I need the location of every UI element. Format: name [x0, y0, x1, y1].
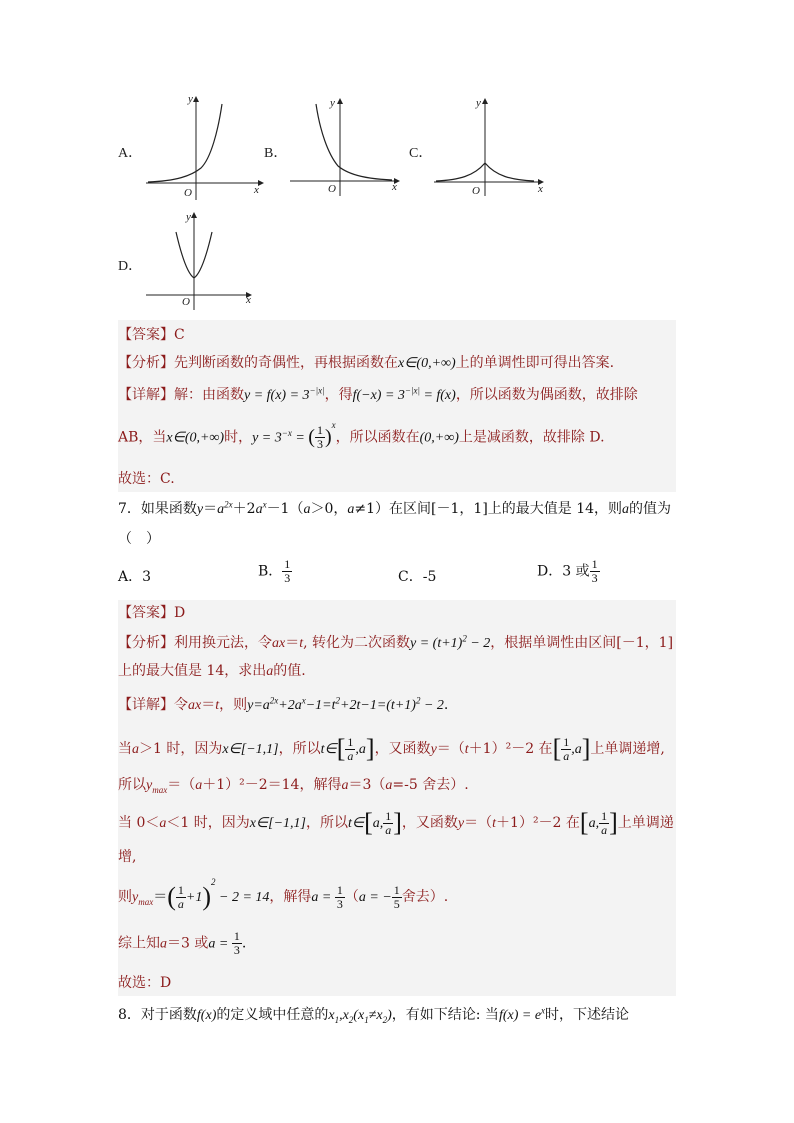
q7-case2-2: 增, — [118, 849, 137, 865]
graph-d — [146, 210, 266, 314]
q6-choose: 故选：C. — [118, 471, 175, 487]
graph-c-o: O — [472, 185, 480, 197]
graph-d-o: O — [182, 296, 190, 308]
graph-a-x: x — [254, 184, 259, 196]
graph-d-y: y — [186, 211, 191, 223]
q7-analysis-1: 【分析】利用换元法，令ax＝t, 转化为二次函数$y = (t+1)^2 - 2$，根据单调性由区间[－1，1] — [118, 633, 674, 651]
graph-a-o: O — [184, 187, 192, 199]
q7-option-d: D．3 或 $\frac{1}{3}$ — [537, 557, 598, 585]
q7-answer-block — [118, 600, 676, 996]
q7-option-a: A．3 — [118, 569, 152, 585]
graph-c-svg — [434, 96, 554, 200]
q7-option-c: C．-5 — [398, 569, 437, 585]
q7-answer: 【答案】D — [118, 605, 186, 621]
graph-d-svg — [146, 210, 266, 310]
q6-detail-2: AB，当x∈(0,+∞)时，$y = 3^{-x}$ = ( $\frac{1}{3}$ )$^x$，所以函数在(0,+∞)上是减函数，故排除 D. — [118, 419, 605, 451]
graph-a-y: y — [188, 93, 193, 105]
q7-summary: 综上知a＝3 或a = $\frac{1}{3}$ . — [118, 929, 247, 957]
graph-a — [146, 93, 266, 204]
q6-analysis: 【分析】先判断函数的奇偶性，再根据函数在x∈(0,+∞)上的单调性即可得出答案. — [118, 355, 615, 371]
q7-case1-1: 当a＞1 时，因为x∈[−1,1]，所以t∈[ $\frac{1}{a}$ ,a]，又函数y＝（t＋1）²－2 在[ $\frac{1}{a}$ ,a]上单调递增, — [118, 734, 665, 763]
graph-b-o: O — [328, 183, 336, 195]
option-c-label: C． — [409, 146, 433, 161]
q7-stem: 7．如果函数$y=a^{2x}+2a^x-1(a>0$，a≠1）在区间[－1，1]上的最大值是 14，则a的值为 — [118, 499, 672, 517]
q7-choose: 故选：D — [118, 975, 172, 991]
graph-b — [290, 96, 410, 204]
q7-case1-2: 所以$y_{max}=(a+1)^2-2=14$，解得a＝3（a=-5 舍去）. — [118, 777, 469, 795]
option-d-label: D． — [118, 259, 143, 274]
q7-paren: （ ） — [118, 531, 160, 547]
graph-a-svg — [146, 93, 266, 200]
q6-answer: 【答案】C — [118, 327, 185, 343]
q7-detail-1: 【详解】令ax＝t，则$y=a^{2x}+2a^x-1=t^2+2t-1=(t+1)^2 - 2$. — [118, 695, 449, 713]
graph-c-y: y — [476, 97, 481, 109]
graph-b-svg — [290, 96, 410, 200]
q6-answer-block — [118, 320, 676, 492]
graph-c-x: x — [538, 183, 543, 195]
graph-c — [434, 96, 554, 204]
q7-analysis-2: 上的最大值是 14，求出a的值. — [118, 663, 306, 679]
option-a-label: A． — [118, 146, 143, 161]
graph-b-y: y — [330, 97, 335, 109]
q7-case2-3: 则$y_{max}=$( $\frac{1}{a}$ +1)$^2$ − 2 = 14，解得a = $\frac{1}{3}$ （a = − $\frac{1}{5}$ 舍去）. — [118, 877, 449, 911]
q6-detail-1: 【详解】解：由函数$y = f(x) = 3^{-|x|}$，得$f(-x) = 3^{-|x|} = f(x)$，所以函数为偶函数，故排除 — [118, 385, 638, 403]
option-b-label: B． — [264, 146, 288, 161]
q8-stem: 8．对于函数f(x)的定义域中任意的$x_1,x_2(x_1\ne x_2)$，有如下结论: 当$f(x) = e^x$时，下述结论 — [118, 1005, 630, 1025]
q7-case2-1: 当 0＜a＜1 时，因为x∈[−1,1]，所以t∈[a, $\frac{1}{a}$ ]，又函数y＝（t＋1）²－2 在[a, $\frac{1}{a}$ ]上单调递 — [118, 808, 674, 837]
graph-d-x: x — [246, 294, 251, 306]
q7-option-b: B． $\frac{1}{3}$ — [258, 557, 291, 585]
graph-b-x: x — [392, 181, 397, 193]
